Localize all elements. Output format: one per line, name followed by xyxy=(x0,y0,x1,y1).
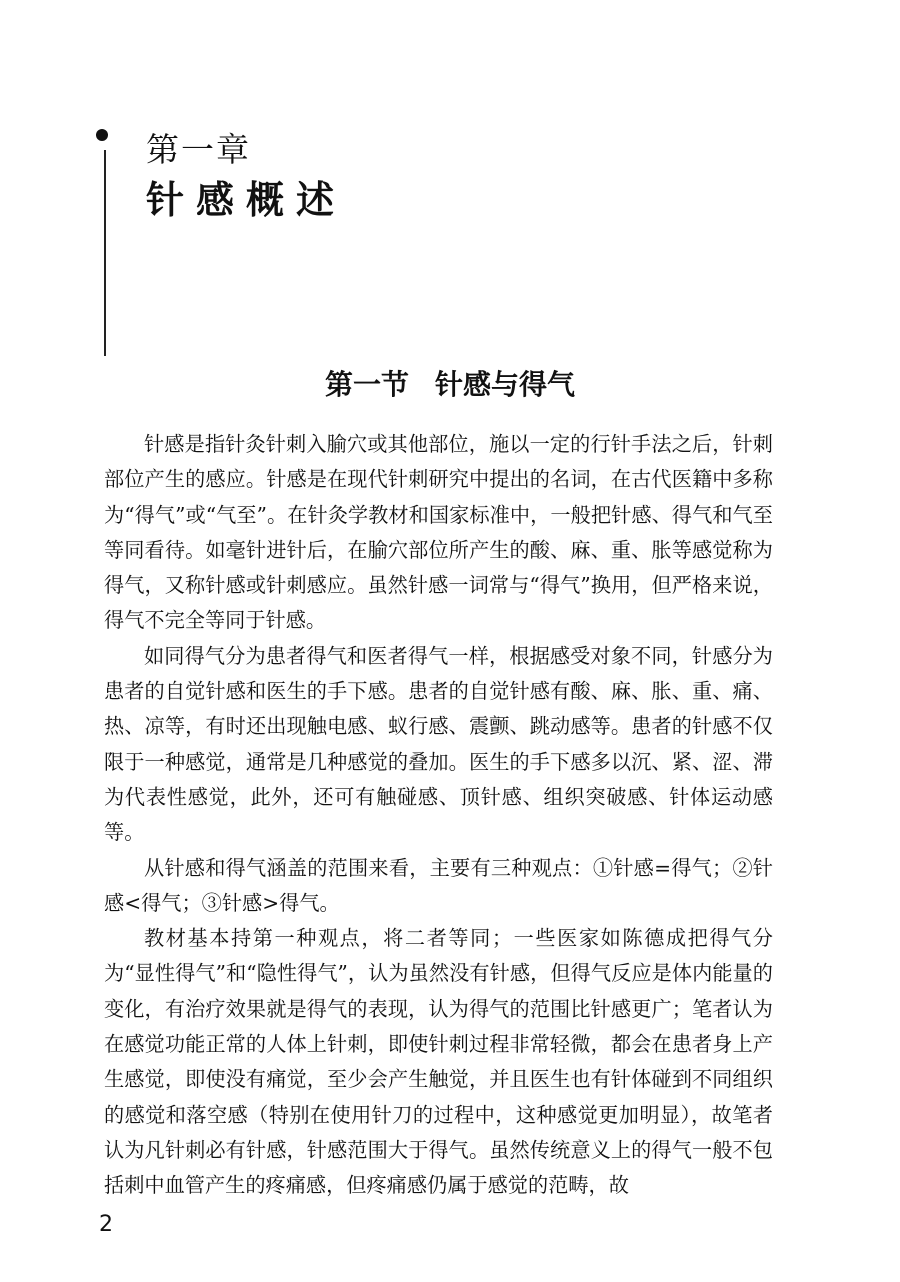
section-title: 针感与得气 xyxy=(435,368,576,401)
page-number: 2 xyxy=(99,1212,113,1237)
paragraph: 教材基本持第一种观点，将二者等同；一些医家如陈德成把得气分为“显性得气”和“隐性得气”，认为虽然没有针感，但得气反应是体内能量的变化，有治疗效果就是得气的表现，认为得气的范围比针感更广；笔者认为在感觉功能正常的人体上针刺，即使针刺过程非常轻微，都会在患者身上产生感觉，即使没有痛觉，至少会产生触觉，并且医生也有针体碰到不同组织的感觉和落空感（特别在使用针刀的过程中，这种感觉更加明显），故笔者认为凡针刺必有针感，针感范围大于得气。虽然传统意义上的得气一般不包括刺中血管产生的疼痛感，但疼痛感仍属于感觉的范畴，故 xyxy=(104,926,773,1198)
chapter-number: 第一章 xyxy=(146,130,251,169)
paragraph: 从针感和得气涵盖的范围来看，主要有三种观点：①针感=得气；②针感<得气；③针感>得气。 xyxy=(104,855,773,915)
chapter-vertical-rule xyxy=(104,150,106,356)
chapter-bullet-icon xyxy=(96,129,108,141)
body-text xyxy=(104,427,773,1204)
paragraph: 针感是指针灸针刺入腧穴或其他部位，施以一定的行针手法之后，针刺部位产生的感应。针感是在现代针刺研究中提出的名词，在古代医籍中多称为“得气”或“气至”。在针灸学教材和国家标准中，一般把针感、得气和气至等同看待。如毫针进针后，在腧穴部位所产生的酸、麻、重、胀等感觉称为得气，又称针感或针刺感应。虽然针感一词常与“得气”换用，但严格来说，得气不完全等同于针感。 xyxy=(104,432,773,633)
chapter-title: 针感概述 xyxy=(146,178,347,222)
section-number: 第一节 xyxy=(324,368,409,401)
section-heading xyxy=(0,361,900,409)
paragraph: 如同得气分为患者得气和医者得气一样，根据感受对象不同，针感分为患者的自觉针感和医生的手下感。患者的自觉针感有酸、麻、胀、重、痛、热、凉等，有时还出现触电感、蚁行感、震颤、跳动感等。患者的针感不仅限于一种感觉，通常是几种感觉的叠加。医生的手下感多以沉、紧、涩、滞为代表性感觉，此外，还可有触碰感、顶针感、组织突破感、针体运动感等。 xyxy=(104,643,773,845)
